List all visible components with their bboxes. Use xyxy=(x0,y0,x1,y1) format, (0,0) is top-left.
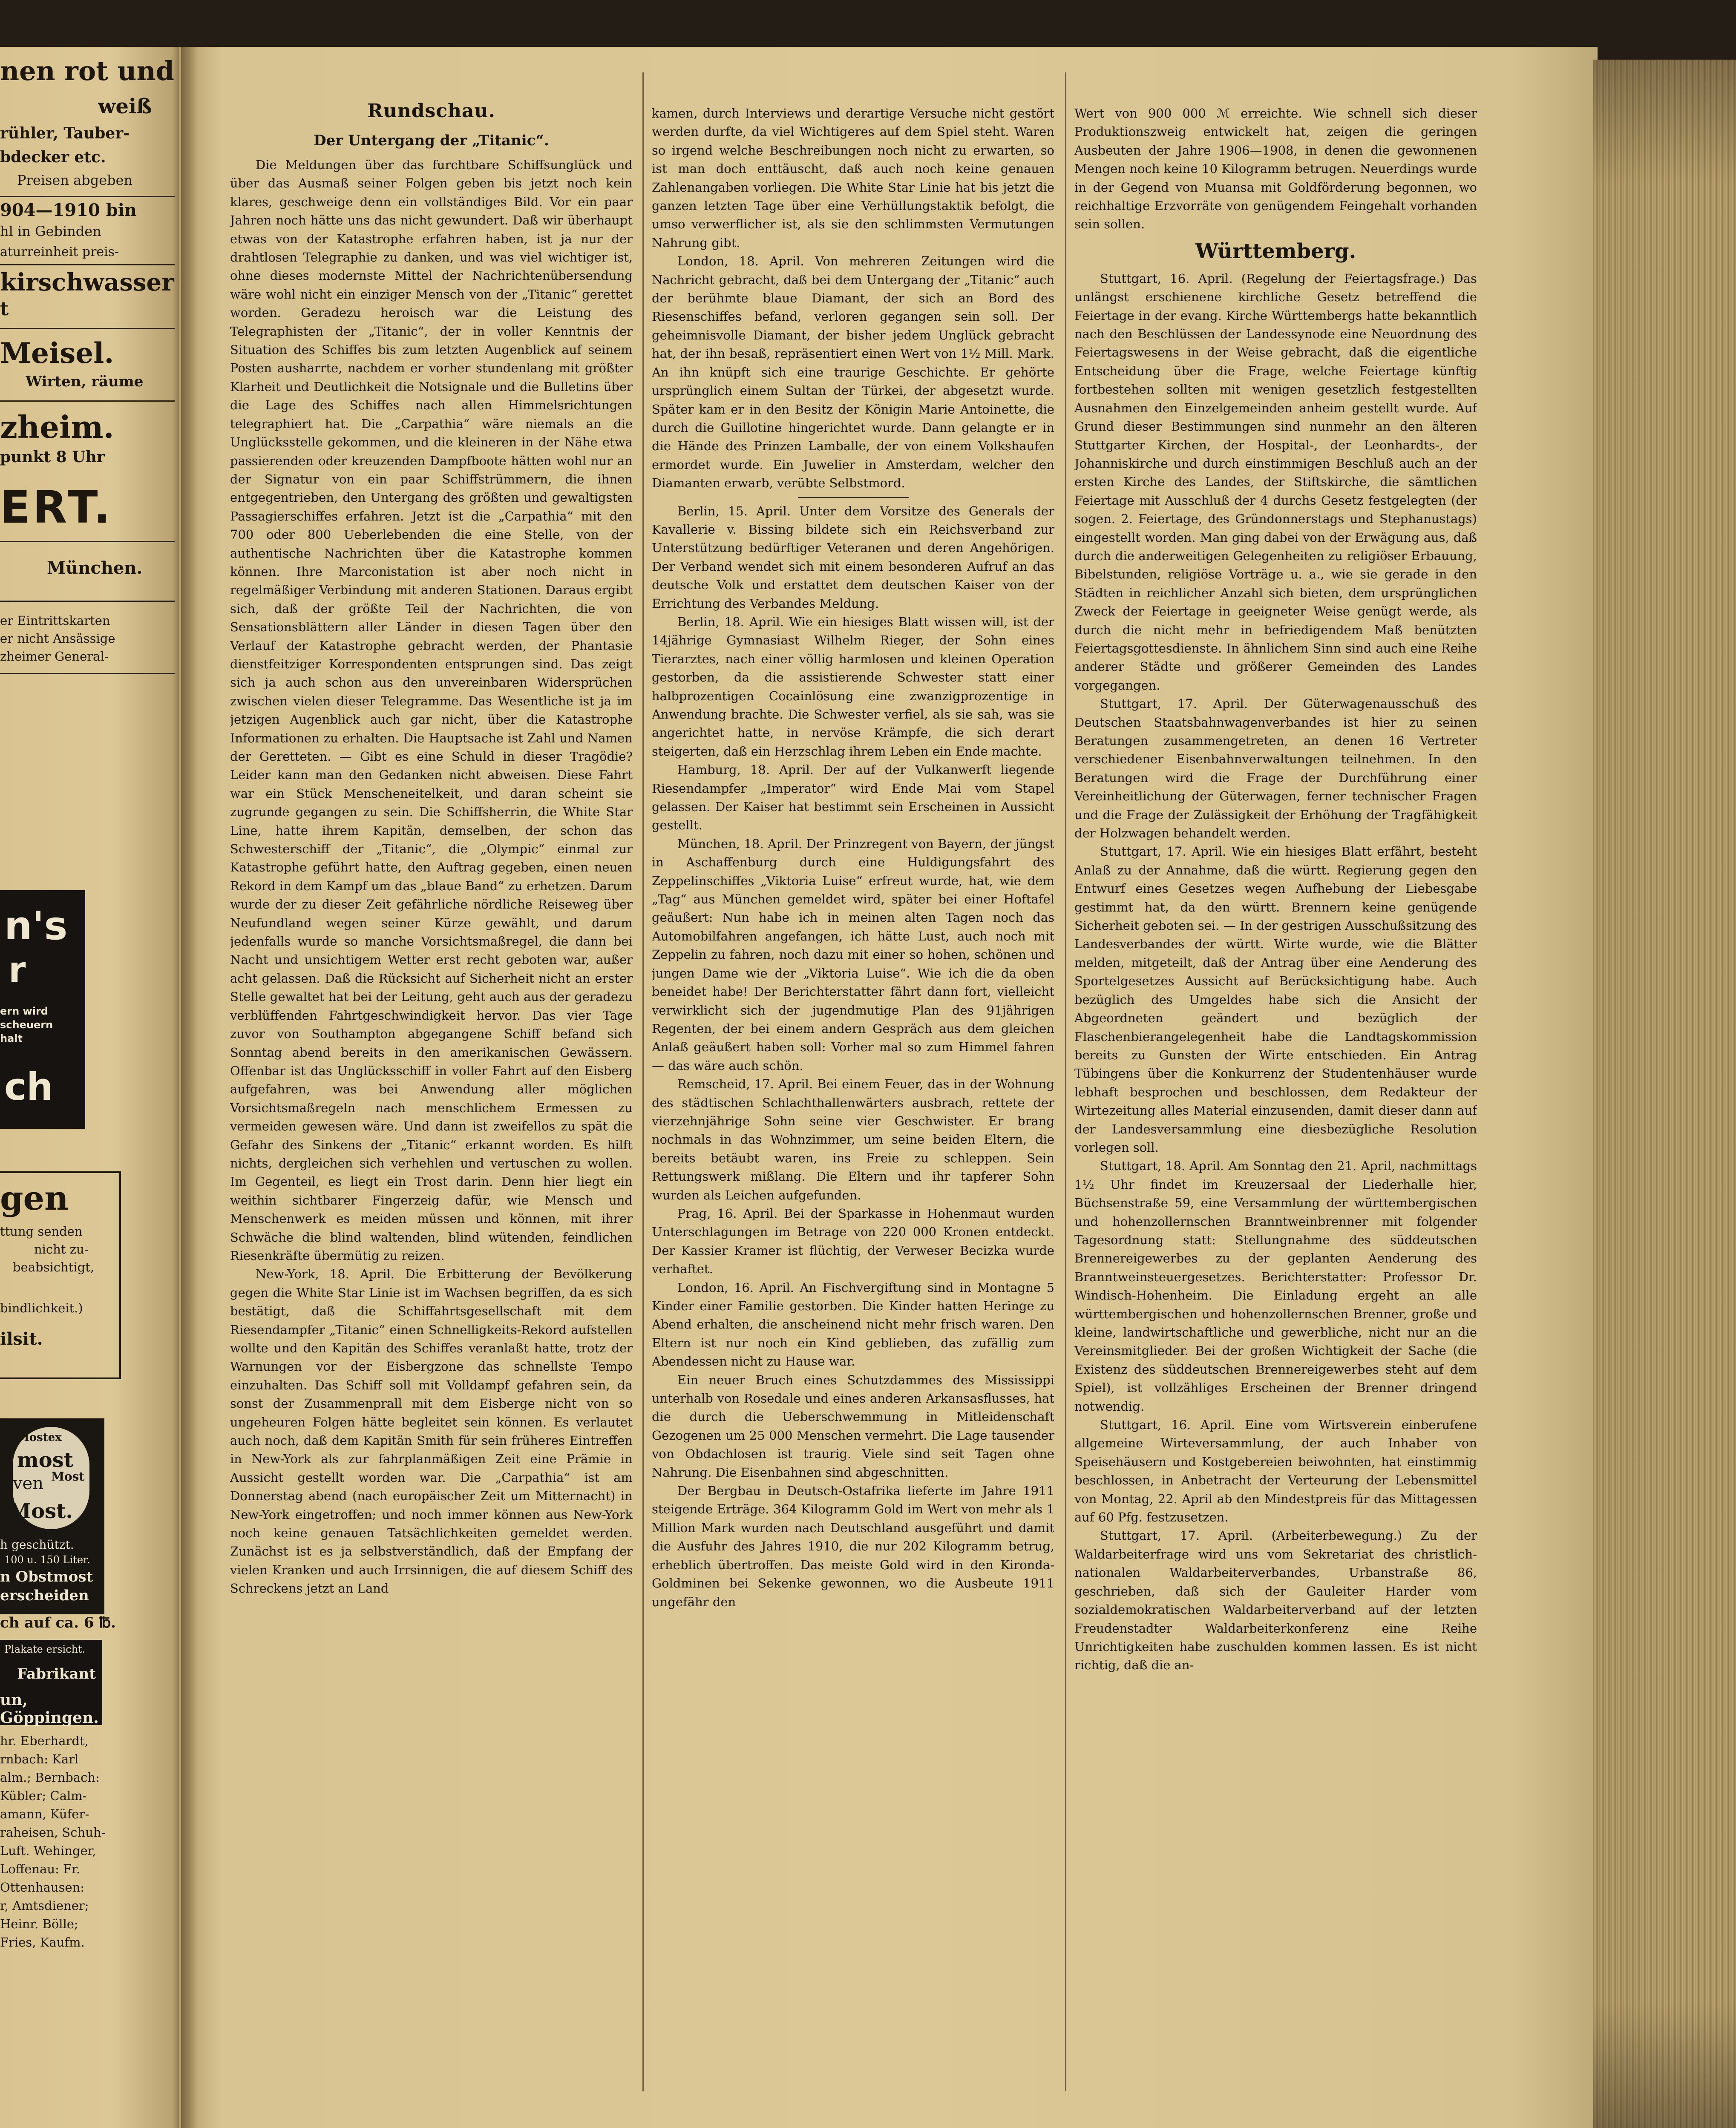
column-wuerttemberg xyxy=(1074,47,1477,2100)
article-paragraph: München, 18. April. Der Prinzregent von Bayern, der jüngst in Aschaffenburg durch eine Huldigungsfahrt des Zeppelinschiffes „Viktoria Luise“ erfreut wurde, hat, wie dem „Tag“ aus München gemeldet wird, später bei einer Hoftafel geäußert: Nun habe ich in meinen alten Tagen noch das Automobilfahren angefangen, ich hätte Lust, auch noch mit Zeppelin zu fahren, noch dazu mit einer so hohen, schönen und jungen Dame wie der „Viktoria Luise“. Wie ich die da oben beneidet habe! Der Berichterstatter fährt dann fort, vielleicht verwirklicht sich der jugendmutige Plan des 91jährigen Regenten, der bei einem andern Gespräch aus dem gleichen Anlaß geäußert haben soll: Vorher mal so zum Himmel fahren — das wäre auch schön. xyxy=(652,836,1054,1073)
ad-vintage-line-3: aturreinheit preis- xyxy=(0,244,119,259)
ad-pforzheim-line-1: zheim. xyxy=(0,409,114,445)
ad-divider xyxy=(0,196,175,197)
ad-pforzheim-line-2: punkt 8 Uhr xyxy=(0,448,105,466)
ad-fabricant-box xyxy=(0,1640,102,1725)
ad-tickets-line-2: er nicht Ansässige xyxy=(0,631,115,646)
agents-line: amann, Küfer- xyxy=(0,1807,89,1821)
agents-line: Luft. Wehinger, xyxy=(0,1843,96,1858)
ad-fabricant-line-3: un, Göppingen. xyxy=(0,1691,99,1727)
article-paragraph: Wert von 900 000 ℳ erreichte. Wie schnell sich dieser Produktionszweig entwickelt hat, zeigen die geringen Ausbeuten der Jahre 1906—1908, in denen die gewonnenen Mengen noch keine 10 Kilogramm betrugen. Neuerdings wurde in der Gegend von Muansa mit Goldförderung begonnen, wo reichhaltige Erzvorräte von genügendem Feingehalt vorhanden sein sollen. xyxy=(1074,106,1477,232)
ad-polish-line-4: scheuern xyxy=(0,1019,53,1031)
left-page xyxy=(0,47,187,2128)
column-rundschau xyxy=(230,47,633,2100)
ad-meisel-line-1: Meisel. xyxy=(0,336,114,370)
article-paragraph: Stuttgart, 16. April. Eine vom Wirtsverein einberufene allgemeine Wirteversammlung, der auch Inhaber von Speisehäusern und Kostgebereien beiwohnten, hat einstimmig beschlossen, in Anbetracht der Verteurung der Lebensmittel von Montag, 22. April ab den Mindestpreis für das Mittagessen auf 60 Pfg. festzusetzen. xyxy=(1074,1418,1477,1525)
article-paragraph: Stuttgart, 17. April. Der Güterwagenausschuß des Deutschen Staatsbahnwagenverbandes ist hier zu seinen Beratungen zusammengetreten, an denen 16 Vertreter verschiedener Eisenbahnverwaltungen teilnehmen. In den Beratungen wird die Frage der Durchführung einer Vereinheitlichung der Güterwagen, ferner technischer Fragen und die Frage der Zulässigkeit der Erhöhung der Tragfähigkeit der Holzwagen behandelt werden. xyxy=(1074,696,1477,841)
column-news xyxy=(652,47,1054,2100)
ad-mostex-line-2: most xyxy=(17,1448,73,1472)
section-heading-rundschau: Rundschau. xyxy=(367,100,495,122)
ad-mostex-line-9: erscheiden xyxy=(0,1587,89,1604)
ad-fabricant-line-2: Fabrikant xyxy=(17,1665,96,1682)
article-separator xyxy=(798,497,909,498)
article-paragraph: London, 18. April. Von mehreren Zeitungen wird die Nachricht gebracht, daß bei dem Untergang der „Titanic“ auch der berühmte blaue Diamant, der sich an Bord des Riesenschiffes befand, verloren gegangen sein soll. Der geheimnisvolle Diamant, der bisher jedem Unglück gebracht hat, der ihn besaß, repräsentiert einen Wert von 1½ Mill. Mark. An ihn knüpft sich eine traurige Geschichte. Er gehörte ursprünglich einem Sultan der Türkei, der abgesetzt wurde. Später kam er in den Besitz der Königin Marie Antoinette, die durch die Guillotine hingerichtet wurde. Dann gelangte er in die Hände des Prinzen Lamballe, der von einem Volkshaufen ermordet wurde. Ein Juwelier in Amsterdam, welcher den Diamanten erwarb, verübte Selbstmord. xyxy=(652,254,1054,491)
ad-polish-line-3: ern wird xyxy=(0,1005,48,1017)
agents-line: alm.; Bernbach: xyxy=(0,1770,100,1785)
agents-line: r, Amtsdiener; xyxy=(0,1898,89,1913)
ad-mostex-line-7: 100 u. 150 Liter. xyxy=(4,1554,90,1566)
ad-divider xyxy=(0,328,175,329)
ad-wanted-line-5: bindlichkeit.) xyxy=(0,1301,83,1315)
ad-mostex-line-6: h geschützt. xyxy=(0,1538,74,1552)
article-paragraph: Prag, 16. April. Bei der Sparkasse in Hohenmaut wurden Unterschlagungen im Betrage von 220 000 Kronen entdeckt. Der Kassier Kramer ist flüchtig, der Verweser Becizka wurde verhaftet. xyxy=(652,1206,1054,1277)
agents-line: Loffenau: Fr. xyxy=(0,1862,81,1876)
ad-polish-box xyxy=(0,890,85,1129)
article-paragraph: Berlin, 18. April. Wie ein hiesiges Blatt wissen will, ist der 14jährige Gymnasiast Wilhelm Rieger, der Sohn eines Tierarztes, nach einer völlig harmlosen und kleinen Operation gestorben, da die assistierende Schwester statt einer halbprozentigen Cocainlösung eine zwanzigprozentige in Anwendung brachte. Die Schwester verfiel, als sie sah, was sie angerichtet hatte, in nervöse Krämpfe, die sich derart steigerten, daß ein Herzschlag ihrem Leben ein Ende machte. xyxy=(652,614,1054,759)
ad-wanted-line-2: ttung senden xyxy=(0,1224,83,1239)
agents-line: Kübler; Calm- xyxy=(0,1789,87,1803)
gutter-shadow xyxy=(181,47,198,2128)
ad-wanted-line-6: ilsit. xyxy=(0,1329,43,1349)
article-paragraph: London, 16. April. An Fischvergiftung sind in Montagne 5 Kinder einer Familie gestorben. Die Kinder hatten Heringe zu Abend erhalten, die anscheinend nicht mehr frisch waren. Den Eltern ist nur noch ein Kind geblieben, das zufällig zum Abendessen nicht zu Hause war. xyxy=(652,1280,1054,1369)
ad-divider xyxy=(0,601,175,602)
ad-meisel-line-2: Wirten, räume xyxy=(26,373,144,390)
ad-fabricant-line-1: Plakate ersicht. xyxy=(4,1643,86,1655)
ad-wanted-box xyxy=(0,1171,121,1379)
ad-mostex-line-4: Most xyxy=(51,1469,85,1484)
ad-wanted-line-1: gen xyxy=(0,1179,69,1218)
ad-tickets-line-3: zheimer General- xyxy=(0,649,109,664)
article-paragraph: Die Meldungen über das furchtbare Schiffsunglück und über das Ausmaß seiner Folgen geben bis jetzt noch kein klares, geschweige denn ein vollständiges Bild. Vor ein paar Jahren noch hätte uns das nicht gewundert. Daß wir überhaupt etwas von der Katastrophe erfahren haben, ist ja nur der drahtlosen Telegraphie zu danken, und was viel wichtiger ist, ohne dieses modernste Mittel der Nachrichtenübersendung wäre wohl nicht ein einziger Mensch von der „Titanic“ gerettet worden. Geradezu heroisch war die Leistung des Telegraphisten der „Titanic“, der in voller Kenntnis der Situation des Schiffes bis zum letzten Augenblick auf seinem Posten ausharrte, nachdem er vorher stundenlang mit größter Klarheit und Deutlichkeit die Notsignale und die Bulletins über die Lage des Schiffes nach allen Himmelsrichtungen telegraphiert hat. Die „Carpathia“ wäre niemals an die Unglücksstelle gekommen, und die kleineren in der Nähe etwa passierenden oder kreuzenden Dampfboote hätten wohl nur an der Signatur von ein paar Schiffstrümmern, die ihnen entgegentrieben, den Untergang des größten und gewaltigsten Passagierschiffes erfahren. Jetzt ist die „Carpathia“ mit den 700 oder 800 Ueberlebenden die eine Stelle, von der authentische Nachrichten über die Katastrophe kommen können. Ihre Marconistation ist aber noch nicht in regelmäßiger Verbindung mit anderen Stationen. Daraus ergibt sich, daß der größte Teil der Nachrichten, die von Sensationsblättern aller Länder in diesen Tagen über den Verlauf der Katastrophe gebracht werden, der Phantasie dienstfeitziger Korrespondenten entsprungen sind. Das zeigt sich ja auch schon aus den unvereinbaren Widersprüchen zwischen vielen dieser Telegramme. Das Wesentliche ist ja im jetzigen Augenblick auch gar nicht, über die Katastrophe Informationen zu erhalten. Die Hauptsache ist Zahl und Namen der Geretteten. — Gibt es eine Schuld in dieser Tragödie? Leider kann man den Gedanken nicht abweisen. Diese Fahrt war ein Stück Menscheneitelkeit, und daran scheint sie zugrunde gegangen zu sein. Die Schiffsherrin, die White Star Line, hatte ihrem Kapitän, demselben, der schon das Schwesterschiff der „Titanic“, die „Olympic“ einmal zur Katastrophe geführt hatte, den Auftrag gegeben, einen neuen Rekord in dem Kampf um das „blaue Band“ zu erhetzen. Darum wurde der zu dieser Zeit gefährliche nördliche Reiseweg über Neufundland wegen seiner Kürze gewählt, und darum jedenfalls wurde so manche Vorsichtsmaßregel, die dann bei Nacht und unsichtigem Wetter erst recht geboten war, außer acht gelassen. Daß die Rücksicht auf Sicherheit nicht an erster Stelle gewaltet hat bei der Leitung, geht auch aus der geradezu verblüffenden Fahrtgeschwindigkeit hervor. Das vier Tage zuvor von Southampton abgegangene Schiff befand sich Sonntag abend bereits in den amerikanischen Gewässern. Offenbar ist das Unglücksschiff in voller Fahrt auf den Eisberg aufgefahren, was bei Anwendung aller möglichen Vorsichtsmaßregeln nach menschlichem Ermessen zu vermeiden gewesen wäre. Und dann ist zweifellos zu spät die Gefahr des Sinkens der „Titanic“ erkannt worden. Es hilft nichts, dergleichen sich verhehlen und vertuschen zu wollen. Im Gegenteil, es liegt ein Trost darin. Denn hier liegt ein weithin sichtbarer Fingerzeig dafür, wie Mensch und Menschenwerk es meiden müssen und können, mit ihrer Schwäche die blind waltenden, blind wütenden, feindlichen Riesenkräfte übermütig zu reizen. xyxy=(230,158,633,1263)
ad-polish-line-5: halt xyxy=(0,1032,23,1044)
article-headline-titanic: Der Untergang der „Titanic“. xyxy=(314,132,549,149)
ad-polish-line-6: ch xyxy=(4,1065,53,1109)
ad-divider xyxy=(0,541,175,542)
article-paragraph: Stuttgart, 17. April. Wie ein hiesiges Blatt erfährt, besteht Anlaß zu der Annahme, daß die württ. Regierung gegen den Entwurf eines Gesetzes wegen Aufhebung der Liebesgabe gestimmt hat, da den württ. Brennern keine genügende Sicherheit geboten sei. — In der gestrigen Ausschußsitzung des Landesverbandes der württ. Wirte wurde, wie die Blätter melden, mitgeteilt, daß der Antrag über eine Aenderung des Sportelgesetzes Aussicht auf Berücksichtigung habe. Auch bezüglich des Umgeldes habe sich die Ansicht der Abgeordneten geändert und bezüglich der Flaschenbierangelegenheit habe die Landtagskommission bereits zu Gunsten der Wirte entschieden. Ein Antrag Tübingens über die Konkurrenz der Studentenhäuser wurde lebhaft besprochen und beschlossen, dem Redakteur der Wirtezeitung alles Material einzusenden, damit dieser dann auf der Landesversammlung eine diesbezügliche Resolution vorlegen soll. xyxy=(1074,844,1477,1155)
ad-polish-line-2: r xyxy=(9,950,26,990)
ad-polish-line-1: n's xyxy=(4,903,68,949)
ad-wanted-line-4: beabsichtigt, xyxy=(13,1260,95,1274)
agents-line: Fries, Kaufm. xyxy=(0,1935,85,1950)
ad-kirschwasser-line-1: kirschwasser xyxy=(0,268,174,296)
ad-muenchen-line-1: München. xyxy=(47,558,143,578)
article-paragraph: Hamburg, 18. April. Der auf der Vulkanwerft liegende Riesendampfer „Imperator“ wird Ende Mai vom Stapel gelassen. Der Kaiser hat bestimmt sein Erscheinen in Aussicht gestellt. xyxy=(652,762,1054,833)
ad-wine-line-1: nen rot und xyxy=(0,55,174,86)
column-rule xyxy=(642,72,644,2091)
ad-mostex-line-8: n Obstmost xyxy=(0,1568,93,1585)
ad-divider xyxy=(0,264,175,265)
ad-wanted-line-3: nicht zu- xyxy=(34,1242,89,1257)
article-paragraph: Ein neuer Bruch eines Schutzdammes des Mississippi unterhalb von Rosedale und eines anderen Arkansasflusses, hat die durch die Ueberschwemmung in Mitleidenschaft Gezogenen um 25 000 Menschen vermehrt. Die Lage tausender von Obdachlosen ist traurig. Viele sind seit Tagen ohne Nahrung. Die Eisenbahnen sind abgeschnitten. xyxy=(652,1372,1054,1480)
ad-kirschwasser-line-2: t xyxy=(0,298,9,320)
agents-line: Heinr. Bölle; xyxy=(0,1917,78,1931)
article-paragraph: Stuttgart, 18. April. Am Sonntag den 21. April, nachmittags 1½ Uhr findet im Kreuzersaal der Liederhalle hier, Büchsenstraße 59, eine Versammlung der württembergischen und hohenzollernschen Branntweinbrenner mit folgender Tagesordnung statt: Stellungnahme des süddeutschen Brennereigewerbes zu der geplanten Aenderung des Branntweinsteuergesetzes. Berichterstatter: Professor Dr. Windisch-Hohenheim. Die Einladung ergeht an alle württembergischen und hohenzollernschen Brenner, große und kleine, landwirtschaftliche und gewerbliche, nicht nur an die Vereinsmitglieder. Bei der großen Wichtigkeit der Sache (die Existenz des süddeutschen Brennereigewerbes steht auf dem Spiel), ist vollzähliges Erscheinen der Brenner dringend notwendig. xyxy=(1074,1159,1477,1414)
article-paragraph: Der Bergbau in Deutsch-Ostafrika lieferte im Jahre 1911 steigende Erträge. 364 Kilogramm Gold im Wert von mehr als 1 Million Mark wurden nach Deutschland ausgeführt und damit die Ausfuhr des Jahres 1910, die nur 202 Kilogramm betrug, erheblich übertroffen. Das meiste Gold wird in den Kironda-Goldminen bei Sekenke gewonnen, wo die Ausbeute 1911 ungefähr den xyxy=(652,1484,1054,1609)
section-heading-wuerttemberg: Württemberg. xyxy=(1195,239,1356,263)
ad-konzert-line-1: ERT. xyxy=(0,481,113,533)
ad-mostex-line-5: Most. xyxy=(9,1499,73,1523)
ad-mostex-box xyxy=(0,1418,104,1614)
ad-mostex-line-10: ch auf ca. 6 ℔. xyxy=(0,1614,116,1631)
agents-line: hr. Eberhardt, xyxy=(0,1734,89,1748)
agents-line: Ottenhausen: xyxy=(0,1880,85,1895)
ad-mostex-line-1: Mostex xyxy=(17,1431,62,1444)
ad-wine-line-4: bdecker etc. xyxy=(0,148,106,166)
column-rule xyxy=(1065,72,1066,2091)
article-paragraph: Stuttgart, 16. April. (Regelung der Feiertagsfrage.) Das unlängst erschienene kirchliche Gesetz betreffend die Feiertage in der evang. Kirche Württembergs hatte bekanntlich nach den Beschlüssen der Landessynode eine Neuordnung des Feiertagswesens in der Weise gebracht, daß die eigentliche Entscheidung über die Frage, welche Feiertage künftig fortbestehen sollten mit wenigen gesetzlich festgestellten Ausnahmen den Einzelgemeinden anheim gestellt wurde. Auf Grund dieser Bestimmungen sind nunmehr an den älteren Stuttgarter Kirchen, der Hospital-, der Leonhardts-, der Johanniskirche und durch einstimmigen Beschluß auch an der ersten Kirche des Landes, der Stiftskirche, die sämtlichen Feiertage mit Ausschluß der 4 durchs Gesetz festgelegten (der sogen. 2. Feiertage, des Gründonnerstags und Stephanustags) eingestellt worden. Man ging dabei von der Erwägung aus, daß durch die anderweitigen Gelegenheiten zu religiöser Erbauung, Bibelstunden, religiöse Vorträge u. a., wie sie gerade in den Städten in reichlicher Anzahl sich bieten, dem ursprünglichen Zweck der Feiertage in geeigneter Weise genügt werde, als durch die nicht mehr in befriedigendem Maß benützten Feiertagsgottesdienste. In ähnlichem Sinn sind auch eine Reihe anderer Städte und größerer Gemeinden des Landes vorgegangen. xyxy=(1074,271,1477,693)
ad-wine-line-3: rühler, Tauber- xyxy=(0,124,130,142)
article-paragraph: kamen, durch Interviews und derartige Versuche nicht gestört werden durfte, da viel Wichtigeres auf dem Spiel steht. Waren so irgend welche Beschreibungen noch nicht zu erwarten, so ist man doch enttäuscht, daß auch noch keine genauen Zahlenangaben vorliegen. Die White Star Linie hat bis jetzt die ganzen letzten Tage über eine Verhüllungstaktik befolgt, die umso verwerflicher ist, als sie den schlimmsten Vermutungen Nahrung gibt. xyxy=(652,106,1054,250)
ad-tickets-line-1: er Eintrittskarten xyxy=(0,613,110,628)
book-fore-edge xyxy=(1593,60,1736,2128)
ad-divider xyxy=(0,400,175,402)
ad-vintage-line-1: 904—1910 bin xyxy=(0,200,137,220)
article-paragraph: Remscheid, 17. April. Bei einem Feuer, das in der Wohnung des städtischen Schlachthallenwärters ausbrach, rettete der vierzehnjährige Sohn seine vier Geschwister. Er brang nochmals in das Wohnzimmer, um seine beiden Eltern, die bereits betäubt waren, ins Freie zu schleppen. Sein Rettungswerk mißlang. Die Eltern und ihr tapferer Sohn wurden als Leichen aufgefunden. xyxy=(652,1077,1054,1202)
ad-mostex-line-3: ven xyxy=(13,1474,44,1493)
article-paragraph: Stuttgart, 17. April. (Arbeiterbewegung.) Zu der Waldarbeiterfrage wird uns vom Sekretariat des christlich-nationalen Waldarbeiterverbandes, Urbanstraße 86, geschrieben, daß sich der Gauleiter Harder vom sozialdemokratischen Waldarbeiterverband auf der letzten Freudenstadter Waldarbeiterkonferenz eine Reihe Unrichtigkeiten habe zuschulden kommen lassen. Es ist nicht richtig, daß die an- xyxy=(1074,1528,1477,1673)
ad-divider xyxy=(0,673,175,674)
article-paragraph: New-York, 18. April. Die Erbitterung der Bevölkerung gegen die White Star Linie ist im Wachsen begriffen, da es sich bestätigt, daß die Schiffahrtsgesellschaft mit dem Riesendampfer „Titanic“ einen Schnelligkeits-Rekord aufstellen wollte und den Kapitän des Schiffes veranlaßt hatte, trotz der Warnungen vor der Eisbergzone das schnellste Tempo einzuhalten. Das Schiff soll mit Volldampf gefahren sein, da sonst der Zusammenprall mit dem Eisberge nicht von so ungeheuren Folgen hätte begleitet sein können. Es verlautet auch noch, daß dem Kapitän Smith für sein früheres Eintreffen in New-York als zur fahrplanmäßigen Zeit eine Prämie in Aussicht gestellt worden war. Die „Carpathia“ ist am Donnerstag abend (nach europäischer Zeit um Mitternacht) in New-York eingetroffen; und noch immer können aus New-York noch keine genauen Tatsächlichkeiten gemeldet werden. Zunächst ist es ja selbstverständlich, daß der Empfang der vielen Kranken und auch Irrsinnigen, die auf diesem Schiff des Schreckens jetzt an Land xyxy=(230,1267,633,1596)
agents-line: rnbach: Karl xyxy=(0,1752,79,1766)
ad-vintage-line-2: hl in Gebinden xyxy=(0,223,101,239)
agents-line: raheisen, Schuh- xyxy=(0,1825,106,1840)
ad-wine-line-5: Preisen abgeben xyxy=(17,172,133,188)
article-paragraph: Berlin, 15. April. Unter dem Vorsitze des Generals der Kavallerie v. Bissing bildete sich ein Reichsverband zur Unterstützung bedürftiger Veteranen und deren Angehörigen. Der Verband wendet sich mit einem besonderen Aufruf an das deutsche Volk und erstattet dem deutschen Kaiser von der Errichtung des Verbandes Meldung. xyxy=(652,503,1054,611)
ad-wine-line-2: weiß xyxy=(98,95,152,118)
